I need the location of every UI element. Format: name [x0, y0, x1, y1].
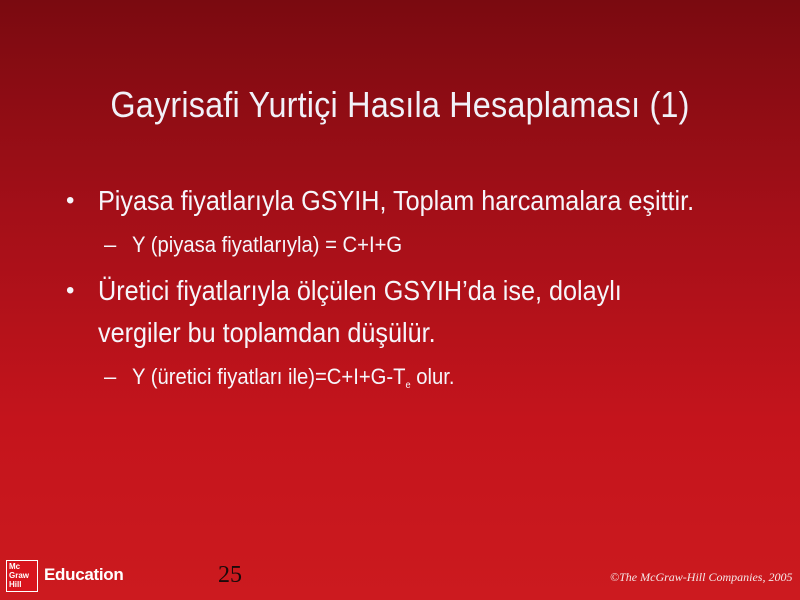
bullet-item — [62, 270, 762, 354]
copyright-notice: ©The McGraw-Hill Companies, 2005 — [610, 570, 793, 584]
bullet-glyph: • — [66, 187, 75, 214]
formula-suffix: olur. — [410, 364, 455, 389]
bullet-text: Piyasa fiyatlarıyla GSYIH, Toplam harcamalara eşittir. — [98, 185, 695, 216]
logo-text: Education — [44, 565, 124, 584]
formula-subscript: e — [405, 380, 411, 391]
logo-line: Graw — [9, 571, 30, 580]
sub-bullet-item — [62, 362, 762, 401]
logo-line: Mc — [9, 562, 21, 571]
dash-glyph: – — [104, 232, 117, 257]
logo-box — [6, 560, 38, 592]
bullet-text: Üretici fiyatlarıyla ölçülen GSYIH’da ise, dolaylı vergiler bu toplamdan düşülür. — [98, 275, 622, 348]
sub-bullet-text: Y (piyasa fiyatlarıyla) = C+I+G — [132, 232, 403, 257]
mcgraw-hill-logo — [6, 560, 124, 592]
slide-title: Gayrisafi Yurtiçi Hasıla Hesaplaması (1) — [110, 84, 690, 125]
logo-line: Hill — [9, 580, 22, 589]
slide-content — [62, 180, 762, 411]
dash-glyph: – — [104, 364, 117, 389]
sub-bullet-item — [62, 230, 762, 260]
formula-prefix: Y (üretici fiyatları ile)=C+I+G-T — [132, 364, 406, 389]
bullet-glyph: • — [66, 277, 75, 304]
page-number: 25 — [218, 562, 242, 588]
sub-bullet-text — [132, 362, 455, 401]
bullet-item — [62, 180, 762, 222]
